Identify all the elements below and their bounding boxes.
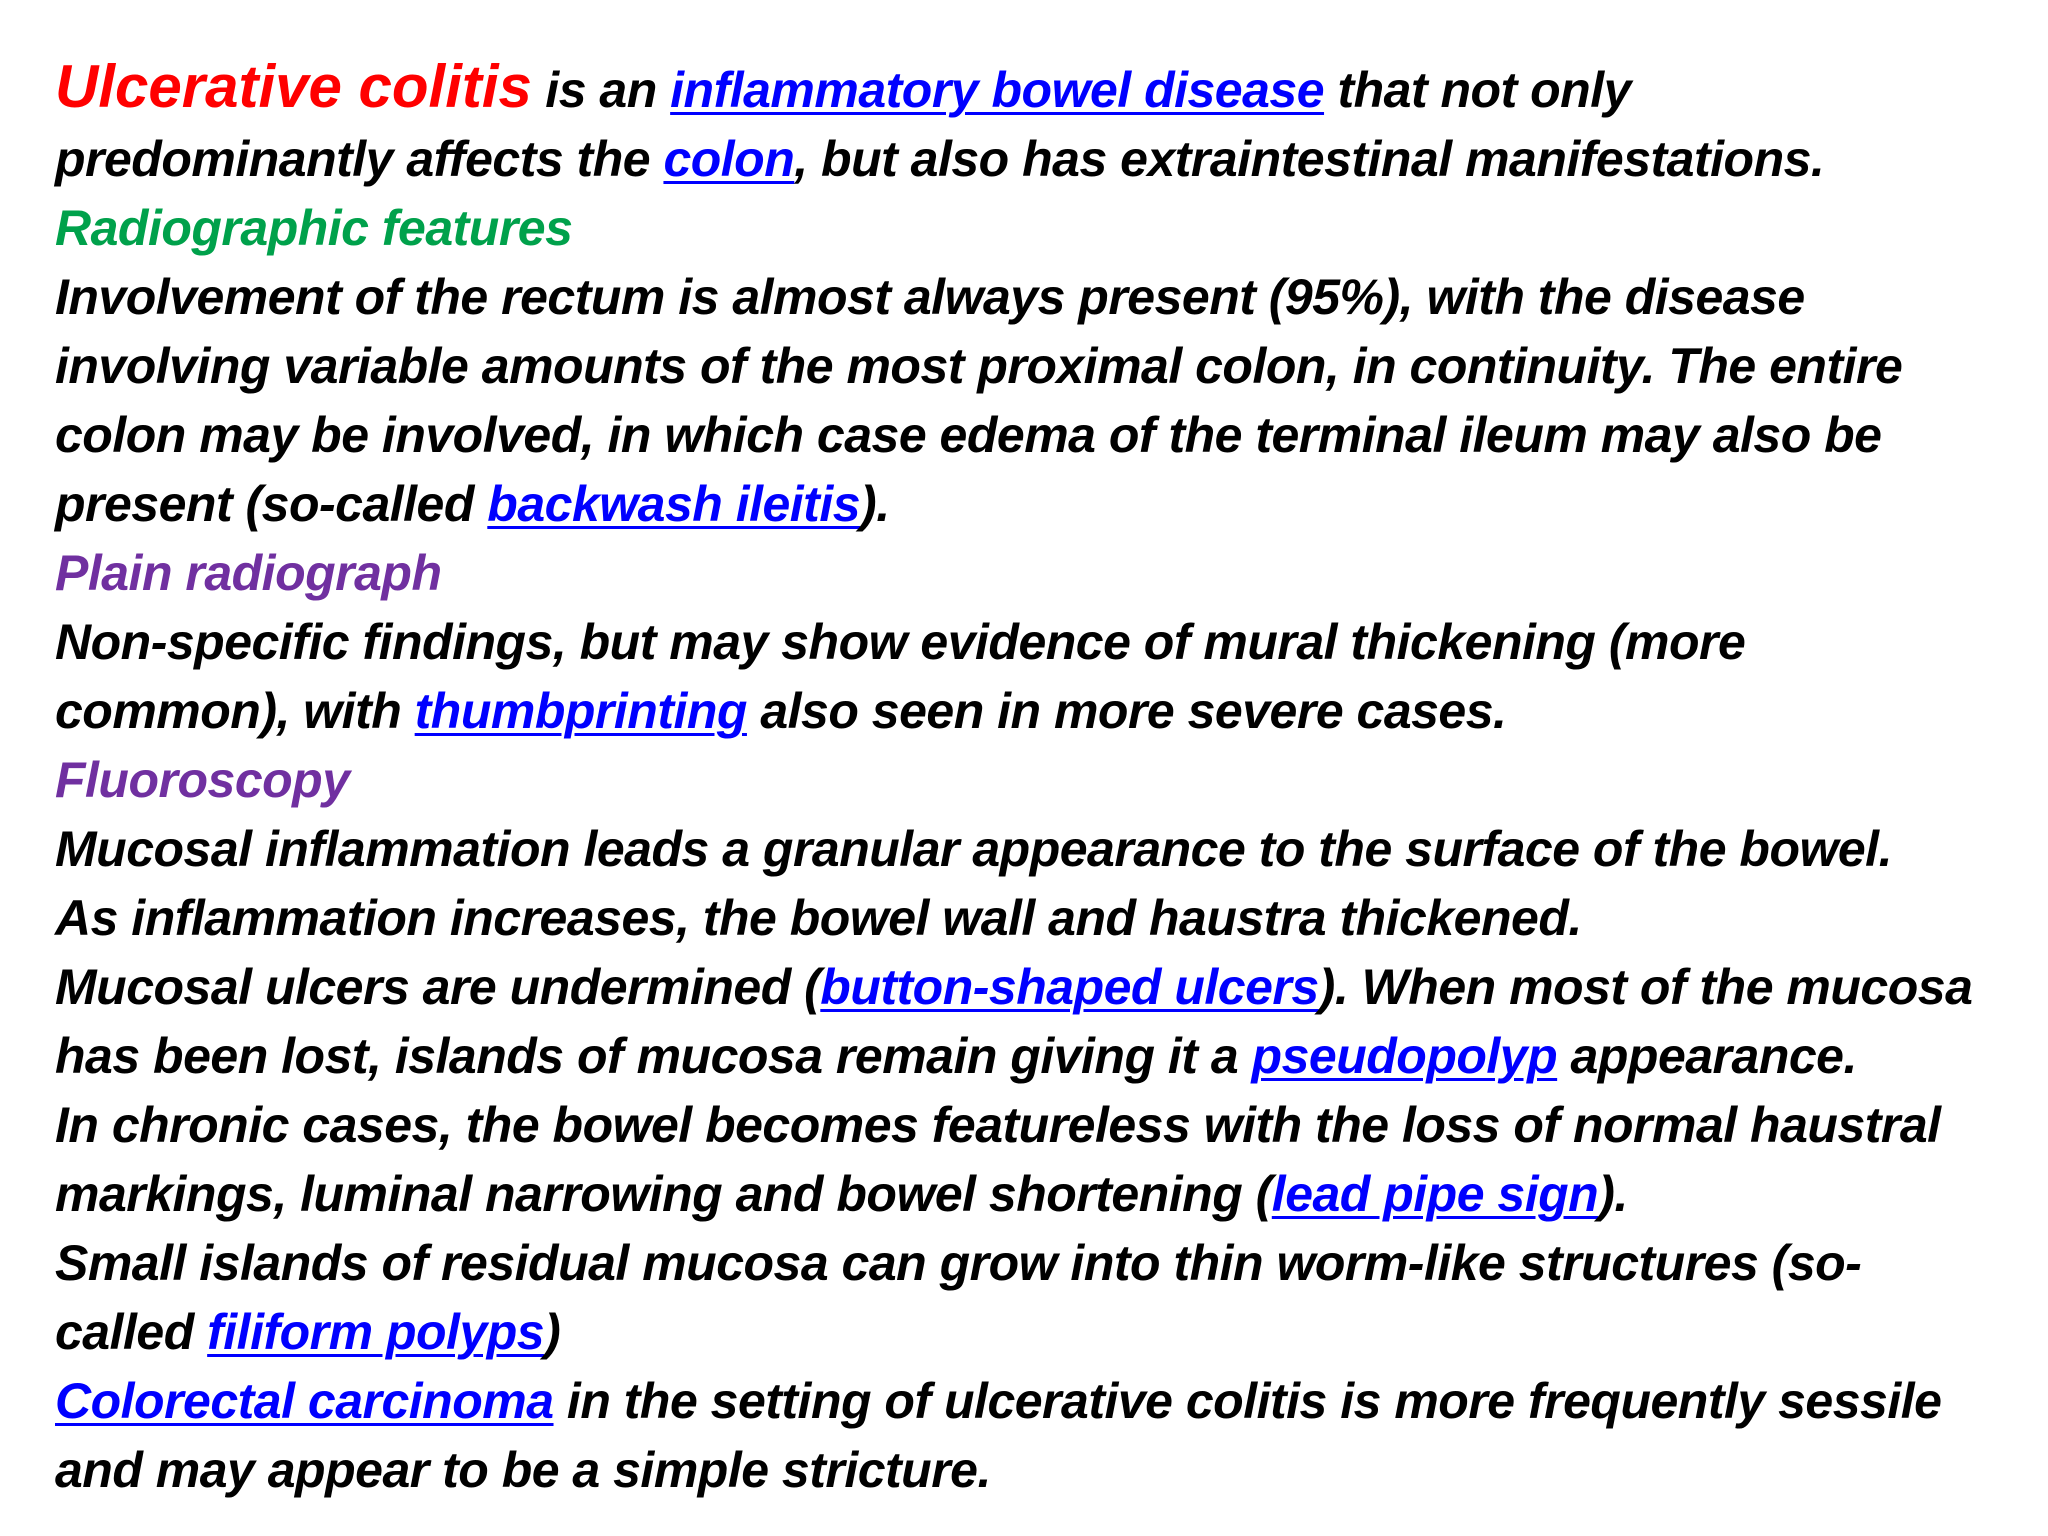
link-thumbprinting[interactable]: thumbprinting xyxy=(414,683,747,739)
link-colon[interactable]: colon xyxy=(663,131,795,187)
link-pseudopolyp[interactable]: pseudopolyp xyxy=(1251,1028,1558,1084)
link-colorectal-carcinoma[interactable]: Colorectal carcinoma xyxy=(55,1373,554,1429)
intro-line-1: Ulcerative colitis is an inflammatory bowel disease that not only xyxy=(55,53,1631,120)
radiographic-line-4: present (so-called backwash ileitis). xyxy=(55,476,890,532)
heading-radiographic-features: Radiographic features xyxy=(55,200,573,256)
radiographic-line-3: colon may be involved, in which case edema of the terminal ileum may also be xyxy=(55,407,1882,463)
fluoro-line-6: markings, luminal narrowing and bowel shortening (lead pipe sign). xyxy=(55,1166,1628,1222)
plain-line-1: Non-specific findings, but may show evidence of mural thickening (more xyxy=(55,614,1746,670)
heading-fluoroscopy: Fluoroscopy xyxy=(55,752,350,808)
radiographic-line-2: involving variable amounts of the most proximal colon, in continuity. The entire xyxy=(55,338,1903,394)
fluoro-line-8: called filiform polyps) xyxy=(55,1304,561,1360)
link-backwash-ileitis[interactable]: backwash ileitis xyxy=(487,476,861,532)
plain-line-2: common), with thumbprinting also seen in more severe cases. xyxy=(55,683,1507,739)
fluoro-line-4: has been lost, islands of mucosa remain giving it a pseudopolyp appearance. xyxy=(55,1028,1857,1084)
link-filiform-polyps[interactable]: filiform polyps xyxy=(207,1304,545,1360)
link-button-shaped-ulcers[interactable]: button-shaped ulcers xyxy=(820,959,1319,1015)
heading-plain-radiograph: Plain radiograph xyxy=(55,545,442,601)
fluoro-line-7: Small islands of residual mucosa can grow into thin worm-like structures (so- xyxy=(55,1235,1862,1291)
fluoro-line-3: Mucosal ulcers are undermined (button-shaped ulcers). When most of the mucosa xyxy=(55,959,1973,1015)
link-inflammatory-bowel-disease[interactable]: inflammatory bowel disease xyxy=(670,62,1325,118)
radiographic-line-1: Involvement of the rectum is almost always present (95%), with the disease xyxy=(55,269,1805,325)
fluoro-line-1: Mucosal inflammation leads a granular appearance to the surface of the bowel. xyxy=(55,821,1892,877)
fluoro-line-5: In chronic cases, the bowel becomes featureless with the loss of normal haustral xyxy=(55,1097,1941,1153)
link-lead-pipe-sign[interactable]: lead pipe sign xyxy=(1271,1166,1599,1222)
fluoro-line-2: As inflammation increases, the bowel wall and haustra thickened. xyxy=(55,890,1582,946)
intro-line-2: predominantly affects the colon, but also has extraintestinal manifestations. xyxy=(55,131,1825,187)
title-term: Ulcerative colitis xyxy=(55,53,532,120)
fluoro-line-10: and may appear to be a simple stricture. xyxy=(55,1442,991,1498)
fluoro-line-9: Colorectal carcinoma in the setting of ulcerative colitis is more frequently sessile xyxy=(55,1373,1942,1429)
slide-body xyxy=(55,52,2015,1505)
